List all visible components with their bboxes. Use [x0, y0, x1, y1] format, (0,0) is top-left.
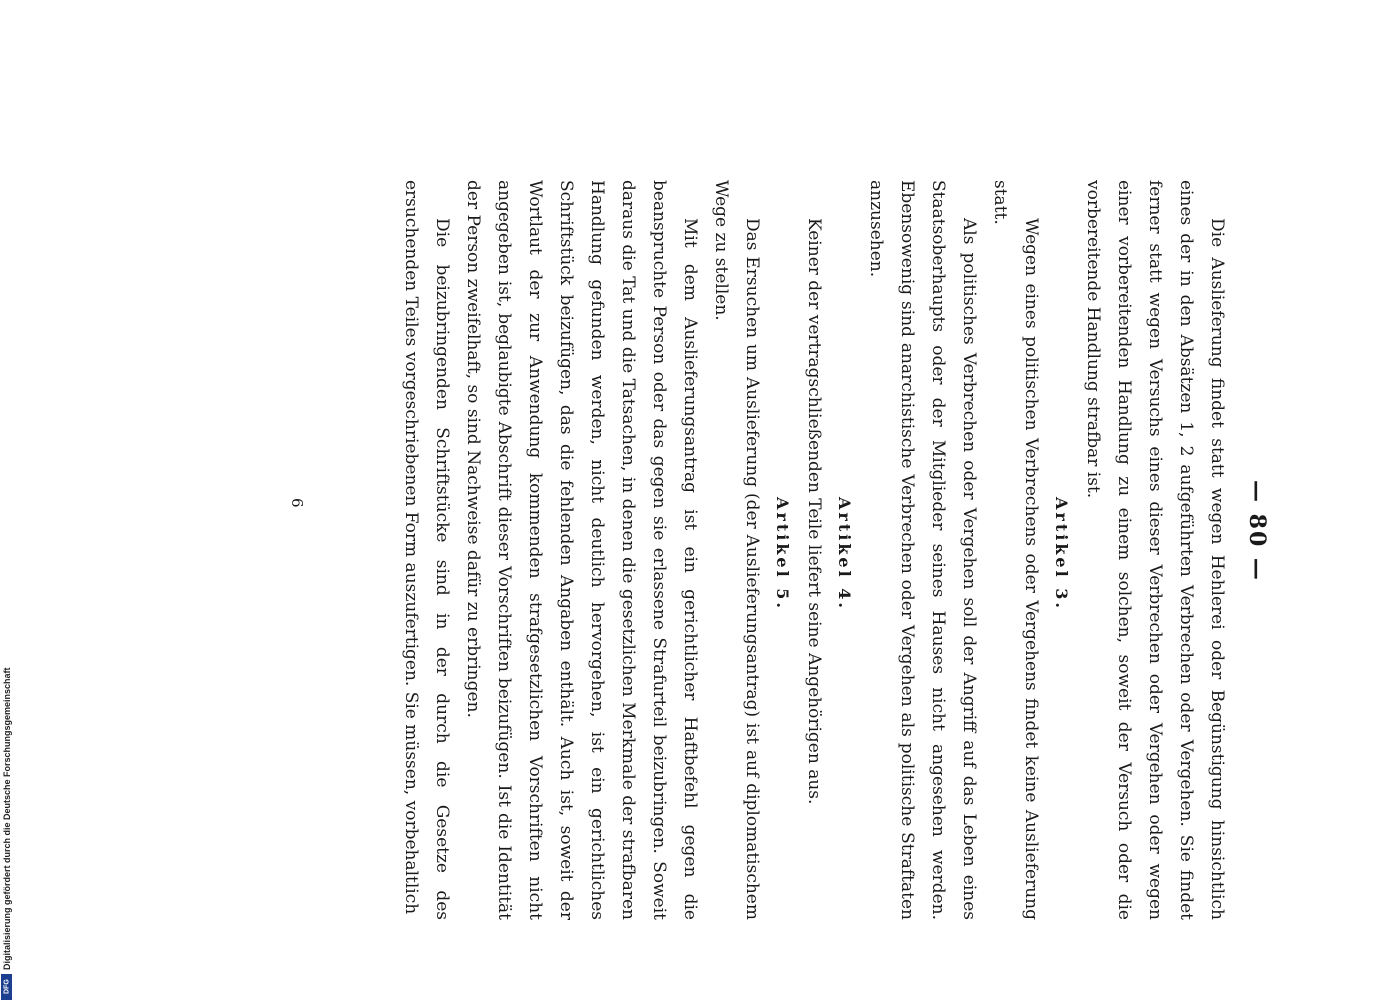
paragraph-extradition-scope: Die Auslieferung findet statt wegen Hehlerei oder Begünstigung hinsichtlich eines der in den Absätzen 1, 2 aufgeführten Verbrechen oder Vergehen. Sie findet ferner statt wegen Versuchs eines dieser Verbrechen oder Vergehen oder wegen einer vorbereitenden Handlung zu einem solchen, soweit der Versuch oder die vorbereitende Handlung strafbar ist. — [1083, 180, 1227, 920]
article-3-heading: Artikel 3. — [1052, 497, 1071, 611]
paragraph-political-offence: Wegen eines politischen Verbrechens oder Vergehens findet keine Auslieferung statt. — [990, 180, 1041, 920]
article-4-heading: Artikel 4. — [835, 497, 854, 611]
dfg-logo-icon: DFG — [2, 974, 13, 1000]
paragraph-arrest-warrant: Mit dem Auslieferungsantrag ist ein gerichtlicher Haftbefehl gegen die beanspruchte Person oder das gegen sie erlassene Strafurteil beizubringen. Soweit daraus die Tat und die Tatsachen, in denen die gesetzlichen Merkmale der strafbaren Handlung gefunden werden, nicht deutlich hervorgehen, ist ein gerichtliches Schriftstück beizufügen, das die fehlenden Angaben enthält. Auch ist, soweit der Wortlaut der zur Anwendung kommenden strafgesetzlichen Vorschriften nicht angegeben ist, beglaubigte Abschrift dieser Vorschriften beizufügen. Ist die Identität der Person zweifelhaft, so sind Nachweise dafür zu erbringen. — [463, 180, 700, 920]
paragraph-diplomatic-request: Das Ersuchen um Auslieferung (der Auslieferungsantrag) ist auf diplomatischem Wege zu stellen. — [711, 180, 762, 920]
document-body — [395, 180, 1232, 920]
article-5-heading: Artikel 5. — [773, 497, 792, 611]
credit-text: Digitalisierung gefördert durch die Deutsche Forschungsgemeinschaft — [2, 667, 12, 970]
document-page — [170, 180, 1270, 920]
paragraph-own-nationals: Keiner der vertragschließenden Teile liefert seine Angehörigen aus. — [804, 218, 824, 805]
digitization-credit — [0, 0, 14, 1000]
signature-mark: 6 — [288, 498, 306, 508]
paragraph-documents-form: Die beizubringenden Schriftstücke sind in der durch die Gesetze des ersuchenden Teiles vorgeschriebenen Form auszufertigen. Sie müssen, vorbehaltlich — [401, 180, 452, 920]
paragraph-political-definition: Als politisches Verbrechen oder Vergehen soll der Angriff auf das Leben eines Staatsoberhaupts oder der Mitglieder seines Hauses nicht angesehen werden. Ebensowenig sind anarchistische Verbrechen oder Vergehen als politische Straftaten anzusehen. — [866, 180, 979, 920]
page-number: — 80 — — [1244, 480, 1270, 582]
